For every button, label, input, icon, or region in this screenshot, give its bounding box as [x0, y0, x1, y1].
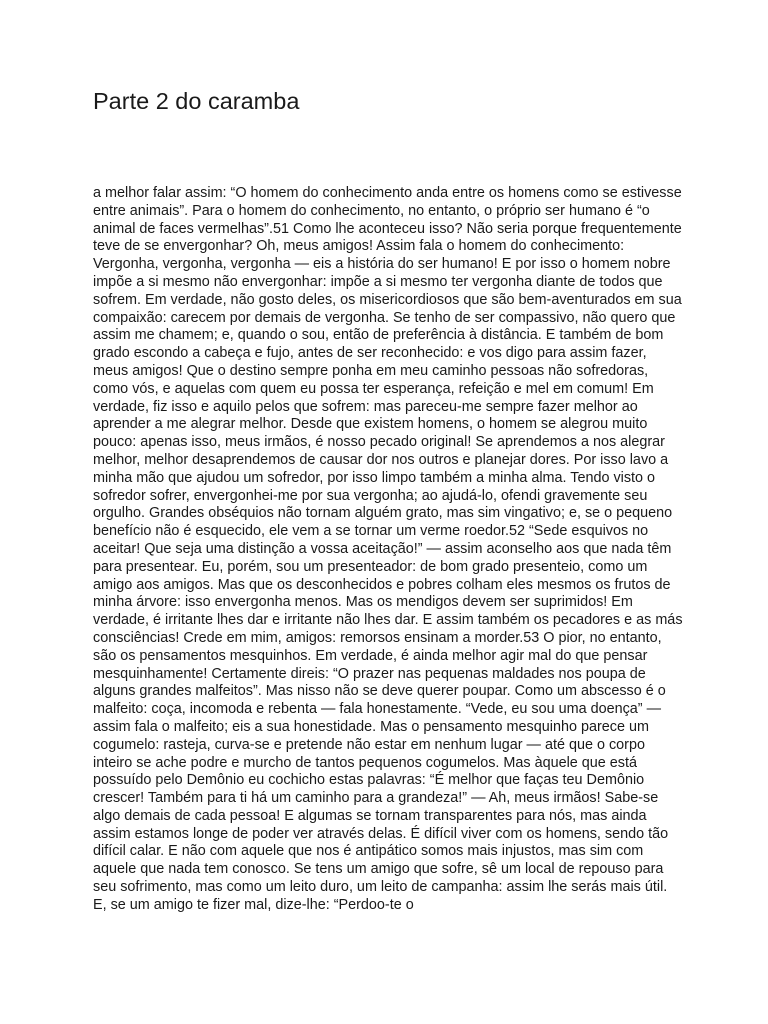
- text-line: assim me chamem; e, quando o sou, então de preferência à distância. E também de bom: [93, 327, 664, 344]
- text-line: consciências! Crede em mim, amigos: remorsos ensinam a morder.53 O pior, no entanto,: [93, 629, 662, 646]
- text-line: melhor, melhor desaprendemos de causar dor nos outros e planejar dores. Por isso lavo a: [93, 451, 669, 468]
- text-line: entre animais”. Para o homem do conhecimento, no entanto, o próprio ser humano é “o: [93, 202, 650, 219]
- text-line: verdade, é irritante lhes dar e irritante não lhes dar. E assim também os pecadores e as más: [93, 612, 683, 629]
- text-line: malfeito: coça, incomoda e rebenta — fala honestamente. “Vede, eu sou uma doença” —: [93, 701, 661, 718]
- text-line: minha mão que ajudou um sofredor, por isso limpo também a minha alma. Tendo visto o: [93, 469, 656, 486]
- text-line: teve de se envergonhar? Oh, meus amigos! Assim fala o homem do conhecimento:: [93, 238, 625, 255]
- text-line: aquele que nada tem conosco. Se tens um amigo que sofre, sê um local de repouso para: [93, 861, 664, 878]
- text-line: difícil calar. E não com aquele que nos é antipático somos mais injustos, mas sim com: [93, 843, 644, 860]
- page-title: Parte 2 do caramba: [93, 88, 300, 114]
- body-text: [93, 185, 693, 915]
- text-line: verdade, fiz isso e aquilo pelos que sofrem: mas pareceu-me sempre fazer melhor ao: [93, 398, 638, 415]
- text-line: cogumelo: rasteja, curva-se e pretende não estar em nenhum lugar — até que o corpo: [93, 736, 645, 753]
- text-line: a melhor falar assim: “O homem do conhecimento anda entre os homens como se estivesse: [93, 185, 682, 201]
- text-line: inteiro se ache podre e murcho de tantos pequenos cogumelos. Mas àquele que está: [93, 754, 637, 771]
- text-line: E, se um amigo te fizer mal, dize-lhe: “Perdoo-te o: [93, 896, 414, 913]
- text-line: pouco: apenas isso, meus irmãos, é nosso pecado original! Se aprendemos a nos alegrar: [93, 434, 665, 451]
- text-line: assim estamos longe de poder ver através delas. É difícil viver com os homens, sendo tão: [93, 825, 669, 842]
- text-line: sofrem. Em verdade, não gosto deles, os misericordiosos que são bem-aventurados em sua: [93, 291, 682, 308]
- text-line: grado escondo a cabeça e fujo, antes de ser reconhecido: e vos digo para assim fazer,: [93, 345, 647, 362]
- text-line: assim fala o malfeito; eis a sua honestidade. Mas o pensamento mesquinho parece um: [93, 718, 649, 735]
- text-line: animal de faces vermelhas”.51 Como lhe aconteceu isso? Não seria porque frequentemente: [93, 220, 682, 237]
- text-line: orgulho. Grandes obséquios não tornam alguém grato, mas sim vingativo; e, se o pequeno: [93, 505, 673, 522]
- text-line: meus amigos! Que o destino sempre ponha em meu caminho pessoas não sofredoras,: [93, 362, 649, 379]
- text-line: como vós, e aquelas com quem eu possa ter esperança, refeição e mel em comum! Em: [93, 380, 654, 397]
- text-line: aprender a me alegrar melhor. Desde que existem homens, o homem se alegrou muito: [93, 416, 648, 433]
- text-line: aceitar! Que seja uma distinção a vossa aceitação!” — assim aconselho aos que nada têm: [93, 540, 672, 557]
- text-line: algo demais de cada pessoa! E algumas se tornam transparentes para nós, mas ainda: [93, 807, 647, 824]
- text-line: seu sofrimento, mas como um leito duro, um leito de campanha: assim lhe serás mais útil.: [93, 879, 668, 896]
- text-line: para presentear. Eu, porém, sou um presenteador: de bom grado presenteio, como um: [93, 558, 648, 575]
- text-line: amigo aos amigos. Mas que os desconhecidos e pobres colham eles mesmos os frutos de: [93, 576, 671, 593]
- text-line: alguns grandes malfeitos”. Mas nisso não se deve querer poupar. Como um abscesso é o: [93, 683, 666, 700]
- text-line: impõe a si mesmo não envergonhar: impõe a si mesmo ter vergonha diante de todos que: [93, 273, 663, 290]
- text-line: Vergonha, vergonha, vergonha — eis a história do ser humano! E por isso o homem nobre: [93, 256, 671, 273]
- text-line: compaixão: carecem por demais de vergonha. Se tenho de ser compassivo, não quero que: [93, 309, 676, 326]
- text-line: sofredor sofrer, envergonhei-me por sua vergonha; ao ajudá-lo, ofendi gravemente seu: [93, 487, 648, 504]
- text-line: benefício não é esquecido, ele vem a se tornar um verme roedor.52 “Sede esquivos no: [93, 523, 649, 540]
- text-line: minha árvore: isso envergonha menos. Mas os mendigos devem ser suprimidos! Em: [93, 594, 633, 611]
- text-line: mesquinhamente! Certamente direis: “O prazer nas pequenas maldades nos poupa de: [93, 665, 646, 682]
- text-line: possuído pelo Demônio eu cochicho estas palavras: “É melhor que faças teu Demônio: [93, 772, 645, 789]
- text-line: são os pensamentos mesquinhos. Em verdade, é ainda melhor agir mal do que pensar: [93, 647, 648, 664]
- text-line: crescer! Também para ti há um caminho para a grandeza!” — Ah, meus irmãos! Sabe-se: [93, 790, 659, 807]
